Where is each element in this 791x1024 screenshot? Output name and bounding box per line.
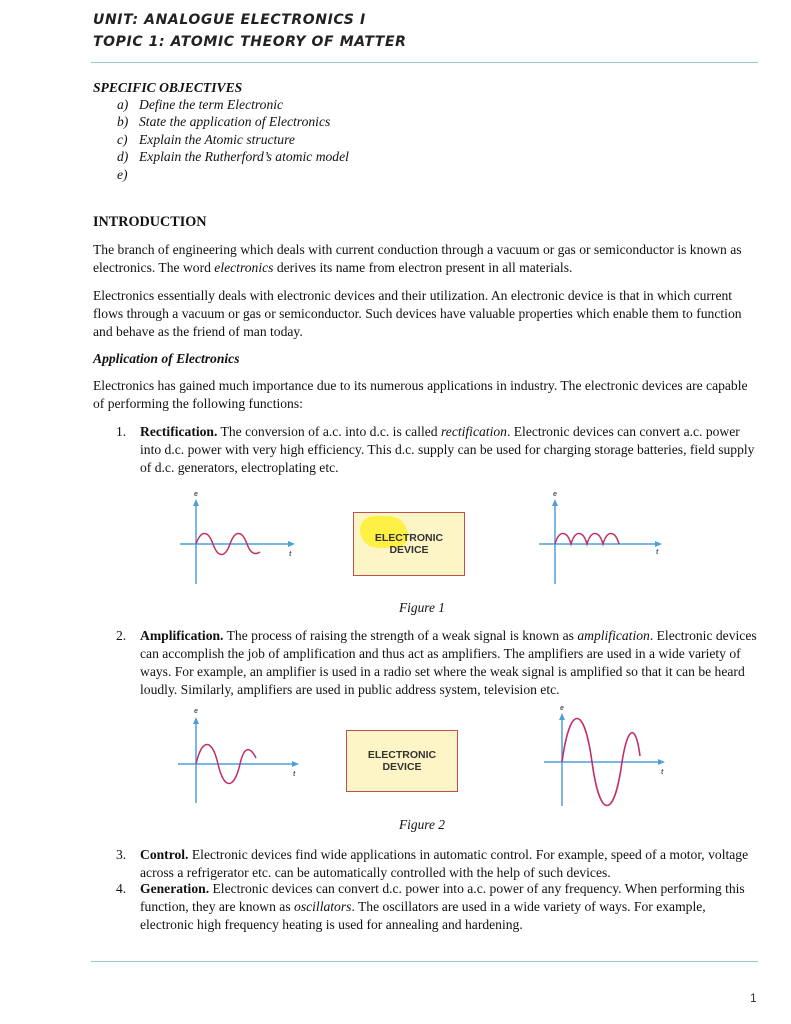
objectives-list [117,96,349,183]
topic-title: TOPIC 1: ATOMIC THEORY OF MATTER [93,34,407,50]
svg-text:e: e [553,491,557,498]
svg-text:t: t [661,769,664,776]
applications-intro: Electronics has gained much importance due to its numerous applications in industry. The electronic devices are capable of performing the following functions: [93,378,748,411]
figure2-device-box: ELECTRONIC DEVICE [346,730,458,792]
svg-text:e: e [560,705,564,712]
objective-item: d) Explain the Rutherford’s atomic model [117,149,349,165]
figure2-caption: Figure 2 [399,817,445,832]
unit-title: UNIT: ANALOGUE ELECTRONICS I [93,12,366,28]
svg-text:t: t [656,549,659,556]
application-item-rectification: 1. Rectification. The conversion of a.c. into d.c. is called rectification. Electronic devices can convert a.c. power into d.c. power with very high efficiency. This d.c. supply can be used for charging storage batteries, field supply of d.c. generators, electroplating etc. [116,424,755,475]
applications-heading: Application of Electronics [93,351,240,366]
page-number: 1 [750,991,757,1005]
figure1-input-waveform [176,490,296,588]
introduction-heading: INTRODUCTION [93,214,207,230]
svg-text:t: t [293,771,296,778]
objective-item: e) [117,166,128,182]
header-rule [91,62,758,63]
objective-item: a) Define the term Electronic [117,97,284,112]
objective-item: b) State the application of Electronics [117,114,331,130]
intro-paragraph-2: Electronics essentially deals with electronic devices and their utilization. An electronic device is that in which current flows through a vacuum or gas or semiconductor. Such devices have valuable properties which enable them to function and behave as the friend of man today. [93,288,742,339]
footer-rule [91,961,758,962]
intro-paragraph-1: The branch of engineering which deals with current conduction through a vacuum or gas or semiconductor is known as electronics. The word electronics derives its name from electron present in all materials. [93,242,742,275]
svg-text:e: e [194,708,198,715]
application-item-generation: 4. Generation. Electronic devices can convert d.c. power into a.c. power of any frequency. When performing this function, they are known as oscillators. The oscillators are used in a wide variety of ways. For example, electronic high frequency heating is used for annealing and hardening. [116,881,745,932]
figure1-caption: Figure 1 [399,600,445,615]
svg-text:e: e [194,491,198,498]
objectives-heading: SPECIFIC OBJECTIVES [93,80,243,95]
figure2-input-waveform [176,706,306,806]
objective-item: c) Explain the Atomic structure [117,131,295,147]
application-item-control: 3. Control. Electronic devices find wide applications in automatic control. For example, speed of a motor, voltage across a refrigerator etc. can be automatically controlled with the help of such devices. [116,847,749,880]
application-item-amplification: 2. Amplification. The process of raising the strength of a weak signal is known as amplification. Electronic devices can accomplish the job of amplification and thus act as amplifiers. The amplifiers are used in a wide variety of ways. For example, an amplifier is used in a radio set where the weak signal is amplified so that it can be heard loudly. Similarly, amplifiers are used in public address system, television etc. [116,628,757,697]
figure1-output-waveform [535,488,665,588]
svg-text:t: t [289,551,292,558]
figure1-device-box: ELECTRONIC DEVICE [353,512,465,576]
figure2-output-waveform [540,704,670,810]
